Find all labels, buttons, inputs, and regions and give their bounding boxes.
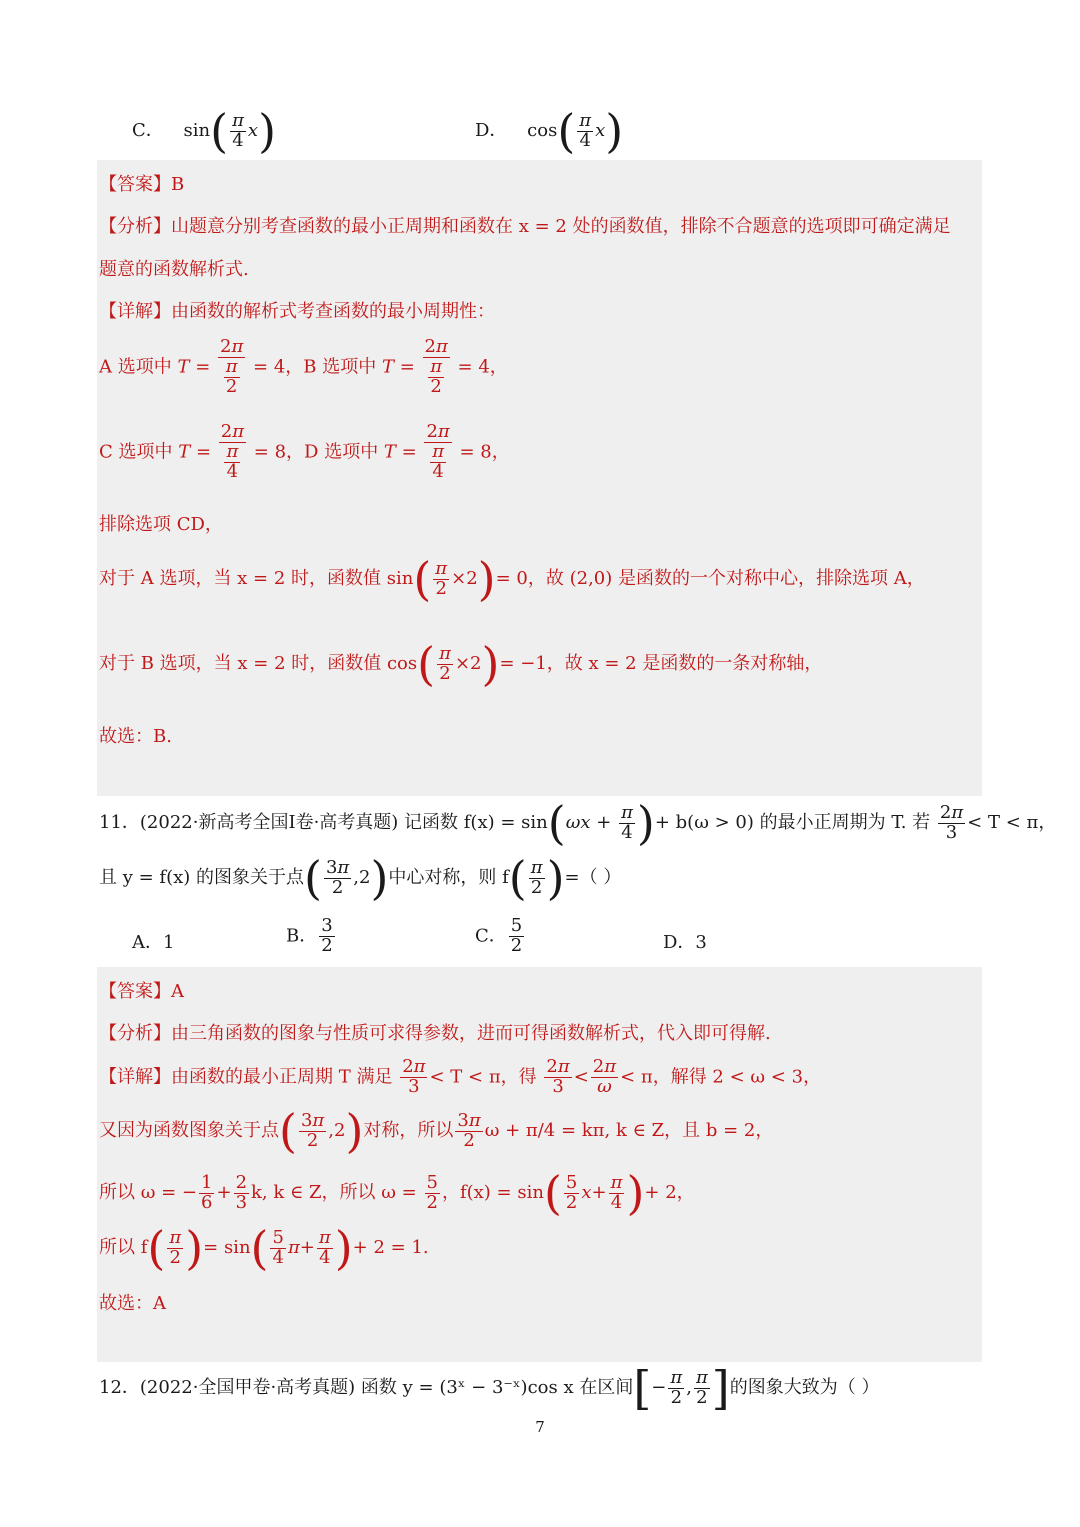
q10-b-check: 对于 B 选项，当 x = 2 时，函数值 cos( $\frac{\pi}{2}$ ×2)= −1，故 x = 2 是函数的一条对称轴， bbox=[99, 637, 823, 691]
q11-detail-line3: 所以 ω = − $\frac{1}{6}$ + $\frac{2}{3}$ k, k ∈ Z，所以 ω = $\frac{5}{2}$ ，f(x) = sin( $\frac{5}{2}$ x+ $\frac{\pi}{4}$ )+ 2， bbox=[99, 1166, 695, 1220]
q11-answer: 【答案】A bbox=[99, 981, 184, 1002]
q11-option-d: D．3 bbox=[663, 932, 707, 953]
q10-exclude: 排除选项 CD， bbox=[99, 514, 223, 535]
q11-option-c: C． $\frac{5}{2}$ bbox=[475, 915, 523, 956]
q10-answer: 【答案】B bbox=[99, 174, 185, 195]
q11-option-b: B． $\frac{3}{2}$ bbox=[286, 915, 333, 956]
q11-choose: 故选：A bbox=[99, 1293, 166, 1314]
q12-stem: 12．(2022·全国甲卷·高考真题) 函数 y = (3ˣ − 3⁻ˣ)cos x 在区间[− $\frac{\pi}{2}$ , $\frac{\pi}{2}$ ]的图象大致为（ ） bbox=[99, 1361, 880, 1415]
q10-detail-intro: 【详解】由函数的解析式考查函数的最小周期性： bbox=[99, 301, 495, 322]
q11-detail-line2: 又因为函数图象关于点( $\frac{3\pi}{2}$ ,2)对称，所以 $\frac{3\pi}{2}$ ω + π/4 = kπ, k ∈ Z，且 b = 2， bbox=[99, 1104, 774, 1158]
q10-period-cd: C 选项中 T = $\frac{2\pi}{\frac{\pi}{4}}$ = 8，D 选项中 T = $\frac{2\pi}{\frac{\pi}{4}}$ = 8， bbox=[99, 421, 510, 482]
page-number: 7 bbox=[535, 1418, 545, 1436]
option-c-expression: sin( $\frac{\pi}{4}$ x) bbox=[183, 104, 277, 158]
q11-option-a: A．1 bbox=[132, 932, 175, 953]
q10-period-ab: A 选项中 T = $\frac{2\pi}{\frac{\pi}{2}}$ = 4，B 选项中 T = $\frac{2\pi}{\frac{\pi}{2}}$ = 4， bbox=[99, 336, 508, 397]
q10-choose: 故选：B. bbox=[99, 726, 172, 747]
q11-detail-line4: 所以 f( $\frac{\pi}{2}$ )= sin( $\frac{5}{4}$ π+ $\frac{\pi}{4}$ )+ 2 = 1. bbox=[99, 1221, 429, 1275]
q10-analysis-line1: 【分析】山题意分别考查函数的最小正周期和函数在 x = 2 处的函数值，排除不合题意的选项即可确定满足 bbox=[99, 216, 951, 237]
option-d-expression: cos( $\frac{\pi}{4}$ x) bbox=[527, 104, 624, 158]
option-d bbox=[475, 104, 624, 158]
q11-stem-line1: 11．(2022·新高考全国I卷·高考真题) 记函数 f(x) = sin(ωx + $\frac{\pi}{4}$ )+ b(ω > 0) 的最小正周期为 T. 若 $\frac{2\pi}{3}$ < T < π， bbox=[99, 796, 1057, 850]
option-c bbox=[132, 104, 277, 158]
option-d-label: D． bbox=[475, 120, 508, 141]
q10-analysis-line2: 题意的函数解析式. bbox=[99, 259, 249, 280]
q11-analysis: 【分析】由三角函数的图象与性质可求得参数，进而可得函数解析式，代入即可得解. bbox=[99, 1023, 771, 1044]
q11-stem-line2: 且 y = f(x) 的图象关于点( $\frac{3\pi}{2}$ ,2)中心对称，则 f( $\frac{\pi}{2}$ )=（ ） bbox=[99, 851, 622, 905]
option-c-label: C． bbox=[132, 120, 164, 141]
q10-a-check: 对于 A 选项，当 x = 2 时，函数值 sin( $\frac{\pi}{2}$ ×2)= 0，故 (2,0) 是函数的一个对称中心，排除选项 A， bbox=[99, 552, 925, 606]
q11-detail-line1: 【详解】由函数的最小正周期 T 满足 $\frac{2\pi}{3}$ < T < π，得 $\frac{2\pi}{3}$ < $\frac{2\pi}{\omega}$ < π，解得 2 < ω < 3， bbox=[99, 1056, 822, 1097]
